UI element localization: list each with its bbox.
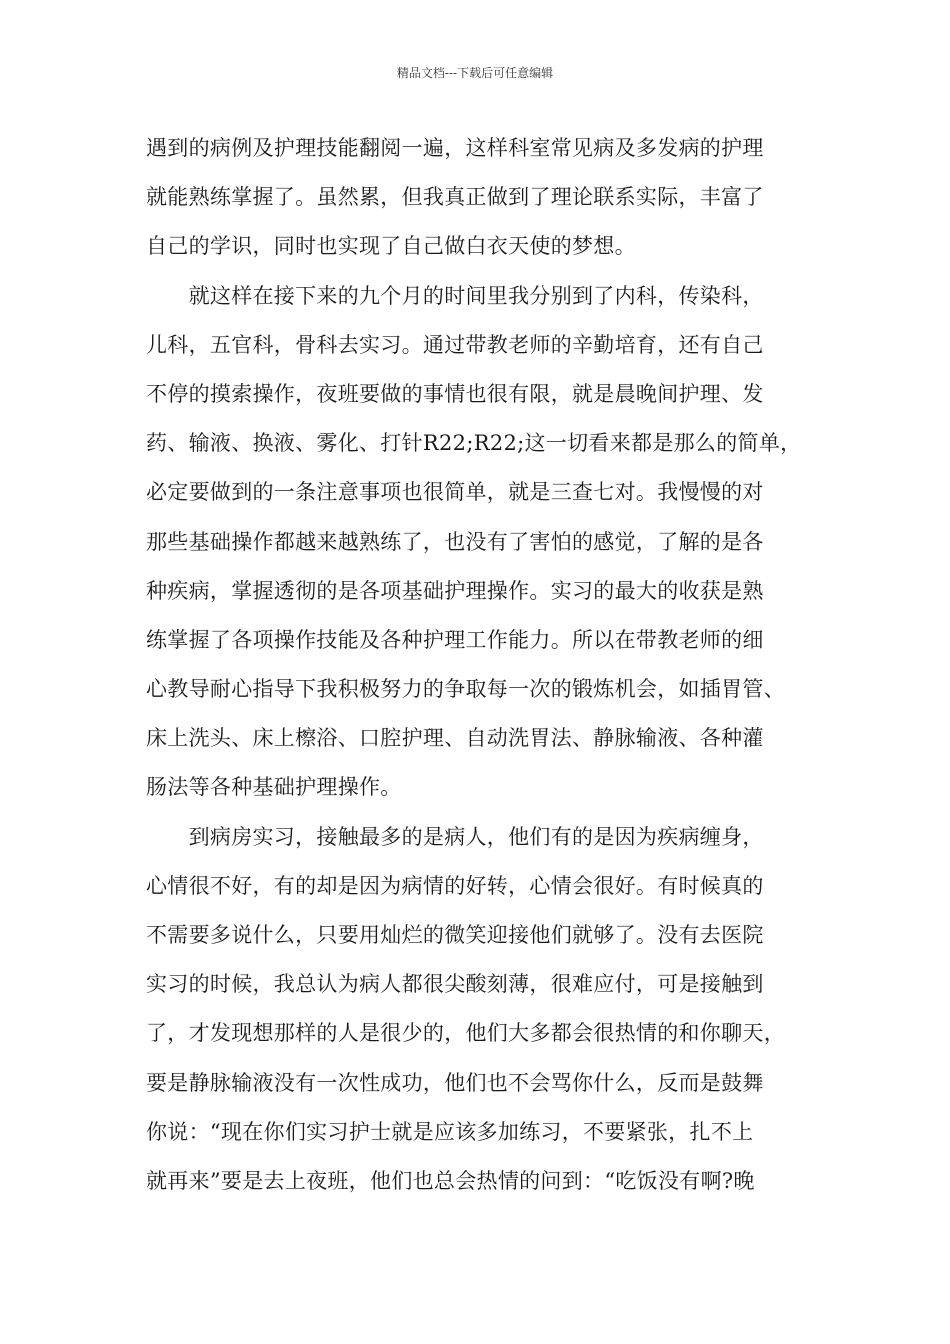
- text-line: 不需要多说什么，只要用灿烂的微笑迎接他们就够了。没有去医院: [146, 923, 764, 947]
- text-line: 你说：“现在你们实习护士就是应该多加练习，不要紧张，扎不上: [146, 1119, 754, 1144]
- text-line: 那些基础操作都越来越熟练了，也没有了害怕的感觉，了解的是各: [146, 529, 764, 554]
- text-line: 遇到的病例及护理技能翻阅一遍，这样科室常见病及多发病的护理: [146, 136, 764, 160]
- text-line: 自己的学识，同时也实现了自己做白衣天使的梦想。: [146, 234, 636, 259]
- text-line: 药、输液、换液、雾化、打针R22;R22;这一切看来都是那么的简单，: [146, 431, 802, 456]
- text-line: 了，才发现想那样的人是很少的，他们大多都会很热情的和你聊天，: [146, 1021, 785, 1046]
- text-line: 种疾病，掌握透彻的是各项基础护理操作。实习的最大的收获是熟: [146, 578, 764, 603]
- text-line: 就再来”要是去上夜班，他们也总会热情的问到：“吃饭没有啊?晚: [146, 1168, 755, 1193]
- text-line: 肠法等各种基础护理操作。: [146, 775, 402, 800]
- text-line: 心教导耐心指导下我积极努力的争取每一次的锻炼机会，如插胃管、: [146, 677, 785, 702]
- text-line: 不停的摸索操作，夜班要做的事情也很有限，就是晨晚间护理、发: [146, 381, 764, 406]
- page-header: 精品文档---下载后可任意编辑: [396, 66, 554, 80]
- body-text: [146, 124, 836, 1206]
- text-line: 儿科，五官科，骨科去实习。通过带教老师的辛勤培育，还有自己: [146, 332, 764, 357]
- text-line: 就这样在接下来的九个月的时间里我分别到了内科，传染科，: [146, 283, 764, 308]
- text-line: 到病房实习，接触最多的是病人，他们有的是因为疾病缠身，: [146, 824, 764, 849]
- text-line: 必定要做到的一条注意事项也很简单，就是三查七对。我慢慢的对: [146, 480, 764, 505]
- text-line: 实习的时候，我总认为病人都很尖酸刻薄，很难应付，可是接触到: [146, 972, 764, 997]
- text-line: 练掌握了各项操作技能及各种护理工作能力。所以在带教老师的细: [146, 627, 764, 652]
- text-line: 就能熟练掌握了。虽然累，但我真正做到了理论联系实际，丰富了: [146, 185, 764, 210]
- text-line: 要是静脉输液没有一次性成功，他们也不会骂你什么，反而是鼓舞: [146, 1070, 764, 1095]
- text-line: 心情很不好，有的却是因为病情的好转，心情会很好。有时候真的: [146, 873, 764, 898]
- text-line: 床上洗头、床上檫浴、口腔护理、自动洗胃法、静脉输液、各种灌: [146, 726, 764, 751]
